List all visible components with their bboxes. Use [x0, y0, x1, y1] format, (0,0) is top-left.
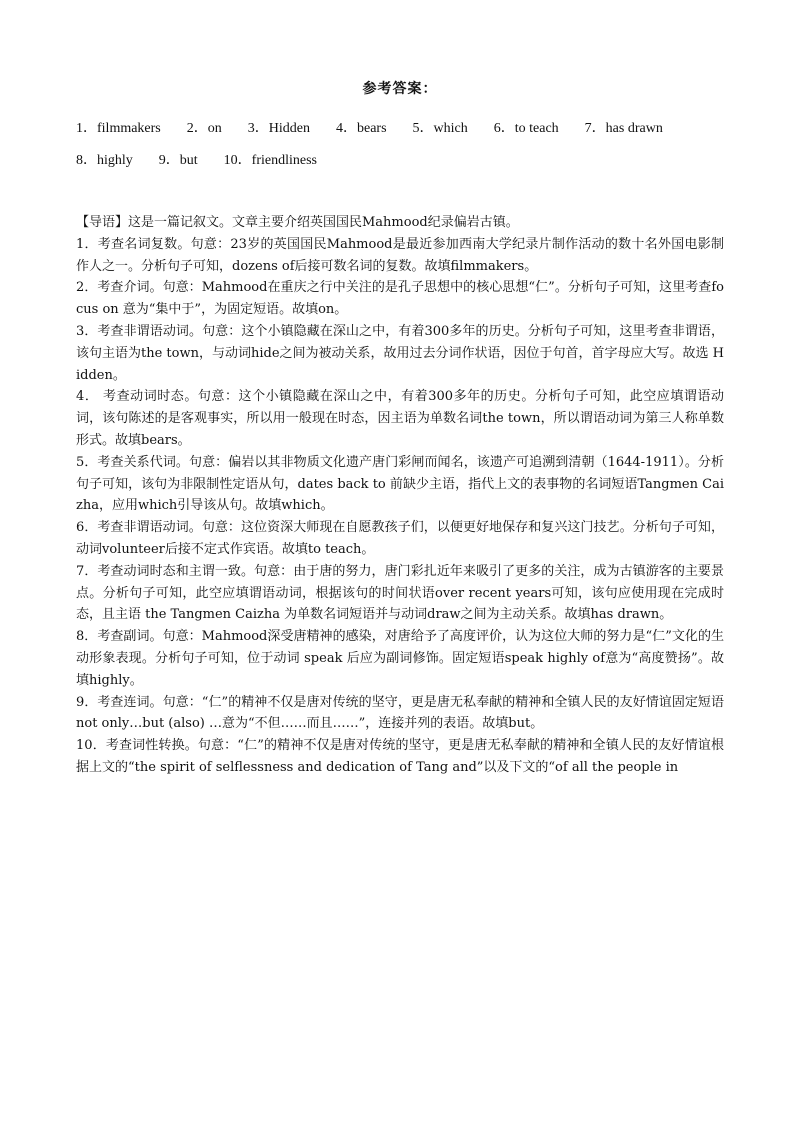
explanation-9: 9．考查连词。句意：“仁”的精神不仅是唐对传统的坚守，更是唐无私奉献的精神和全镇人民的友好情谊固定短语 not only…but (also) …意为“不但……而且……”，连接并列的表语。故填but。	[76, 694, 724, 732]
answer-2: 2．on	[186, 121, 222, 136]
answer-4: 4．bears	[335, 121, 387, 136]
answer-3: 3．Hidden	[247, 121, 310, 136]
explanation-6: 6．考查非谓语动词。句意：这位资深大师现在自愿教孩子们，以便更好地保存和复兴这门技艺。分析句子可知，动词volunteer后接不定式作宾语。故填to teach。	[76, 520, 724, 557]
page-title: 参考答案：	[362, 81, 438, 97]
answer-1: 1．filmmakers	[76, 121, 161, 136]
explanation-10: 10．考查词性转换。句意：“仁”的精神不仅是唐对传统的坚守，更是唐无私奉献的精神和全镇人民的友好情谊根据上文的“the spirit of selflessness and dedication of Tang and”以及下文的“of all the people in	[76, 738, 724, 775]
answer-row-1	[76, 120, 736, 152]
answer-key	[76, 120, 736, 184]
answer-10: 10．friendliness	[223, 153, 317, 168]
explanation-5: 5．考查关系代词。句意：偏岩以其非物质文化遗产唐门彩闸而闻名，该遗产可追溯到清朝（1644-1911）。分析句子可知，该句为非限制性定语从句，dates back to 前缺少主语，指代上文的表事物的名词短语Tangmen Caizha，应用which引导该从句。故填which。	[76, 454, 724, 514]
explanation-4: 4． 考查动词时态。句意：这个小镇隐藏在深山之中，有着300多年的历史。分析句子可知，此空应填谓语动词，该句陈述的是客观事实，所以用一般现在时态，因主语为单数名词the town，所以谓语动词为第三人称单数形式。故填bears。	[76, 389, 724, 448]
answer-5: 5．which	[412, 121, 468, 136]
explanation-8: 8．考查副词。句意：Mahmood深受唐精神的感染，对唐给予了高度评价，认为这位大师的努力是“仁”文化的生动形象表现。分析句子可知，位于动词 speak 后应为副词修饰。固定短语speak highly of意为“高度赞扬”。故填highly。	[76, 629, 724, 688]
explanation-1: 1．考查名词复数。句意：23岁的英国国民Mahmood是最近参加西南大学纪录片制作活动的数十名外国电影制作人之一。分析句子可知，dozens of后接可数名词的复数。故填filmmakers。	[76, 236, 724, 274]
answer-7: 7．has drawn	[584, 121, 663, 136]
explanation-7: 7．考查动词时态和主谓一致。句意：由于唐的努力，唐门彩扎近年来吸引了更多的关注，成为古镇游客的主要景点。分析句子可知，此空应填谓语动词，根据该句的时间状语over recent years可知，该句应使用现在完成时态，且主语 the Tangmen Caizha 为单数名词短语并与动词draw之间为主动关系。故填has drawn。	[76, 563, 724, 623]
answer-row-2	[76, 152, 736, 184]
explanation-3: 3．考查非谓语动词。句意：这个小镇隐藏在深山之中，有着300多年的历史。分析句子可知，这里考查非谓语，该句主语为the town，与动词hide之间为被动关系，故用过去分词作状语，因位于句首，首字母应大写。故选 Hidden。	[76, 323, 724, 383]
answer-9: 9．but	[158, 153, 198, 168]
answer-6: 6．to teach	[493, 121, 559, 136]
explanation-body	[76, 212, 724, 779]
intro-paragraph: 【导语】这是一篇记叙文。文章主要介绍英国国民Mahmood纪录偏岩古镇。	[76, 215, 519, 230]
answer-8: 8．highly	[76, 153, 133, 168]
explanation-2: 2．考查介词。句意：Mahmood在重庆之行中关注的是孔子思想中的核心思想“仁”。分析句子可知，这里考查focus on 意为“集中于”，为固定短语。故填on。	[76, 280, 724, 318]
